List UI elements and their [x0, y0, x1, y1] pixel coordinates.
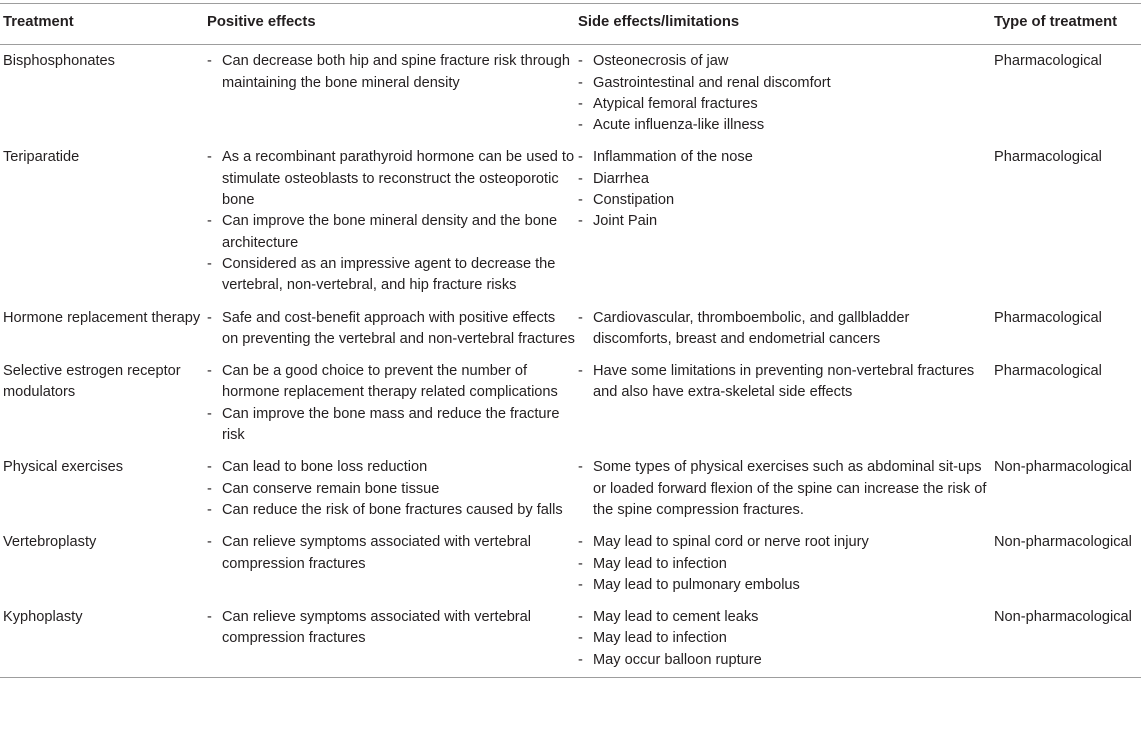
header-positive-effects: Positive effects [207, 14, 316, 30]
list-item: - Acute influenza-like illness [578, 115, 991, 136]
cell-treatment: Physical exercises [3, 459, 124, 476]
header-row [0, 4, 1141, 45]
list-item: - Osteonecrosis of jaw [578, 51, 991, 72]
cell-treatment: Selective estrogen receptor modulators [3, 363, 181, 401]
cell-type-of-treatment: Pharmacological [994, 363, 1102, 380]
list-item: - May lead to spinal cord or nerve root injury [578, 532, 991, 553]
cell-type-of-treatment: Non-pharmacological [994, 459, 1132, 476]
cell-positive-effects [204, 527, 575, 602]
side-effects-list [578, 147, 991, 232]
cell-type-of-treatment: Non-pharmacological [994, 609, 1132, 626]
list-item: - May lead to infection [578, 628, 991, 649]
side-effects-list [578, 308, 991, 351]
cell-treatment: Bisphosphonates [3, 53, 115, 70]
cell-positive-effects [204, 45, 575, 143]
cell-side-effects [575, 303, 991, 357]
list-item: - Can be a good choice to prevent the number of hormone replacement therapy related complications [207, 361, 575, 404]
list-item: - Can reduce the risk of bone fractures caused by falls [207, 500, 575, 521]
positive-effects-list [207, 361, 575, 446]
list-item: - Joint Pain [578, 211, 991, 232]
list-item: - Can decrease both hip and spine fracture risk through maintaining the bone mineral density [207, 51, 575, 94]
cell-positive-effects [204, 356, 575, 452]
side-effects-list [578, 607, 991, 671]
list-item: - May occur balloon rupture [578, 650, 991, 671]
table-row [0, 45, 1141, 143]
positive-effects-list [207, 532, 575, 575]
table-row [0, 142, 1141, 302]
cell-side-effects [575, 602, 991, 677]
side-effects-list [578, 532, 991, 596]
list-item: - Considered as an impressive agent to decrease the vertebral, non-vertebral, and hip fracture risks [207, 254, 575, 297]
header-treatment: Treatment [3, 14, 74, 30]
header-type-of-treatment: Type of treatment [994, 14, 1118, 30]
list-item: - May lead to infection [578, 554, 991, 575]
positive-effects-list [207, 147, 575, 296]
list-item: - Inflammation of the nose [578, 147, 991, 168]
list-item: - As a recombinant parathyroid hormone can be used to stimulate osteoblasts to reconstruct the osteoporotic bone [207, 147, 575, 211]
cell-side-effects [575, 142, 991, 302]
side-effects-list [578, 361, 991, 404]
list-item: - May lead to cement leaks [578, 607, 991, 628]
list-item: - May lead to pulmonary embolus [578, 575, 991, 596]
positive-effects-list [207, 51, 575, 94]
cell-treatment: Teriparatide [3, 149, 80, 166]
list-item: - Constipation [578, 190, 991, 211]
side-effects-list [578, 51, 991, 136]
cell-positive-effects [204, 303, 575, 357]
table-row [0, 602, 1141, 677]
cell-side-effects [575, 45, 991, 143]
list-item: - Can relieve symptoms associated with vertebral compression fractures [207, 532, 575, 575]
list-item: - Cardiovascular, thromboembolic, and gallbladder discomforts, breast and endometrial cancers [578, 308, 991, 351]
cell-type-of-treatment: Non-pharmacological [994, 534, 1132, 551]
side-effects-list [578, 457, 991, 521]
treatment-comparison-table [0, 3, 1141, 678]
cell-type-of-treatment: Pharmacological [994, 53, 1102, 70]
positive-effects-list [207, 607, 575, 650]
table-row [0, 303, 1141, 357]
cell-side-effects [575, 452, 991, 527]
list-item: - Safe and cost-benefit approach with positive effects on preventing the vertebral and non-vertebral fractures [207, 308, 575, 351]
cell-treatment: Kyphoplasty [3, 609, 83, 626]
cell-treatment: Hormone replacement therapy [3, 309, 201, 326]
table-row [0, 527, 1141, 602]
cell-treatment: Vertebroplasty [3, 534, 97, 551]
list-item: - Diarrhea [578, 169, 991, 190]
cell-side-effects [575, 527, 991, 602]
list-item: - Can lead to bone loss reduction [207, 457, 575, 478]
table-header [0, 4, 1141, 45]
list-item: - Can improve the bone mass and reduce the fracture risk [207, 404, 575, 447]
table-row [0, 452, 1141, 527]
header-side-effects: Side effects/limitations [578, 14, 740, 30]
list-item: - Can relieve symptoms associated with vertebral compression fractures [207, 607, 575, 650]
table-body [0, 45, 1141, 678]
list-item: - Atypical femoral fractures [578, 94, 991, 115]
cell-type-of-treatment: Pharmacological [994, 149, 1102, 166]
list-item: - Some types of physical exercises such as abdominal sit-ups or loaded forward flexion of the spine can increase the risk of the spine compression fractures. [578, 457, 991, 521]
cell-positive-effects [204, 142, 575, 302]
table-row [0, 356, 1141, 452]
list-item: - Gastrointestinal and renal discomfort [578, 73, 991, 94]
list-item: - Can improve the bone mineral density and the bone architecture [207, 211, 575, 254]
list-item: - Can conserve remain bone tissue [207, 479, 575, 500]
cell-positive-effects [204, 452, 575, 527]
cell-type-of-treatment: Pharmacological [994, 309, 1102, 326]
positive-effects-list [207, 308, 575, 351]
positive-effects-list [207, 457, 575, 521]
cell-positive-effects [204, 602, 575, 677]
cell-side-effects [575, 356, 991, 452]
list-item: - Have some limitations in preventing non-vertebral fractures and also have extra-skeletal side effects [578, 361, 991, 404]
